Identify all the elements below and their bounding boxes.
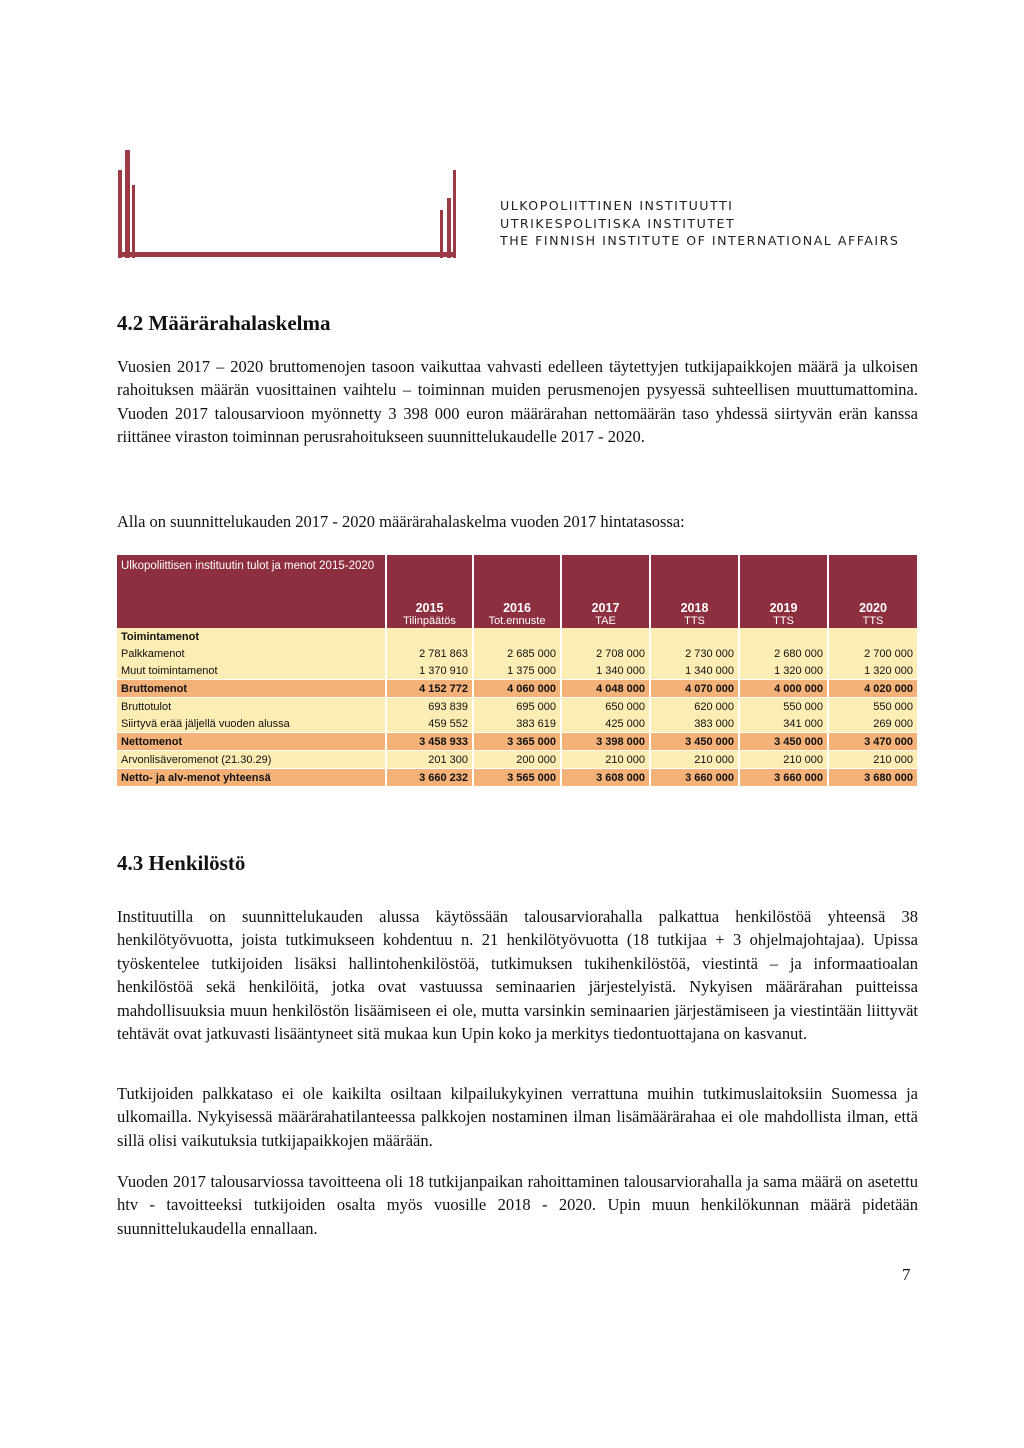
row-label: Nettomenot bbox=[117, 733, 386, 751]
table-row bbox=[117, 645, 917, 662]
table-cell: 1 375 000 bbox=[473, 662, 561, 680]
table-title: Ulkopoliittisen instituutin tulot ja menot 2015-2020 bbox=[117, 555, 386, 628]
table-cell: 3 660 232 bbox=[386, 769, 473, 787]
table-cell: 425 000 bbox=[561, 715, 650, 733]
table-cell: 210 000 bbox=[739, 751, 828, 769]
table-cell: 2 730 000 bbox=[650, 645, 739, 662]
table-cell: 3 608 000 bbox=[561, 769, 650, 787]
institute-name-en: THE FINNISH INSTITUTE OF INTERNATIONAL AFFAIRS bbox=[500, 233, 900, 248]
table-cell: 2 700 000 bbox=[828, 645, 917, 662]
table-cell bbox=[739, 628, 828, 645]
institute-name-fi: ULKOPOLIITTINEN INSTITUUTTI bbox=[500, 198, 734, 213]
column-header: 2018 TTS bbox=[650, 555, 739, 628]
section-heading-4-2: 4.2 Määrärahalaskelma bbox=[117, 311, 331, 335]
section-4-2-paragraph-1: Vuosien 2017 – 2020 bruttomenojen tasoon vaikuttaa vahvasti edelleen täytettyjen tutkijapaikkojen määrä ja ulkoisen rahoituksen määrän vuosittainen vaihtelu – toiminnan muiden perusmenojen pysyessä suhteellisen muuttumattomina. Vuoden 2017 talousarvioon myönnetty 3 398 000 euron määrärahan nettomäärän taso yhdessä siirtyvän erän kanssa riittänee viraston toiminnan perusrahoitukseen suunnittelukaudelle 2017 - 2020. bbox=[117, 357, 918, 447]
table-cell: 3 450 000 bbox=[650, 733, 739, 751]
table-cell: 269 000 bbox=[828, 715, 917, 733]
column-header: 2019 TTS bbox=[739, 555, 828, 628]
page-number: 7 bbox=[902, 1265, 911, 1284]
table-cell: 3 565 000 bbox=[473, 769, 561, 787]
section-4-3-paragraph-2: Tutkijoiden palkkataso ei ole kaikilta osiltaan kilpailukykyinen verrattuna muihin tutkimuslaitoksiin Suomessa ja ulkomailla. Nykyisessä määrärahatilanteessa palkkojen nostaminen ilman lisämäärärahaa ei ole mahdollista ilman, että sillä olisi vaikutuksia tutkijapaikkojen määrään. bbox=[117, 1084, 918, 1150]
row-label: Toimintamenot bbox=[117, 628, 386, 645]
table-cell: 201 300 bbox=[386, 751, 473, 769]
table-cell: 2 680 000 bbox=[739, 645, 828, 662]
institute-names bbox=[500, 197, 899, 250]
table-cell: 341 000 bbox=[739, 715, 828, 733]
table-cell bbox=[650, 628, 739, 645]
table-cell bbox=[473, 628, 561, 645]
table-cell bbox=[561, 628, 650, 645]
table-cell bbox=[828, 628, 917, 645]
table-cell: 1 370 910 bbox=[386, 662, 473, 680]
row-label: Bruttotulot bbox=[117, 698, 386, 716]
table-cell: 4 048 000 bbox=[561, 680, 650, 698]
row-label: Muut toimintamenot bbox=[117, 662, 386, 680]
table-cell: 383 000 bbox=[650, 715, 739, 733]
table-row bbox=[117, 662, 917, 680]
column-header: 2017 TAE bbox=[561, 555, 650, 628]
table-cell: 1 340 000 bbox=[650, 662, 739, 680]
section-4-2-paragraph-2: Alla on suunnittelukauden 2017 - 2020 määrärahalaskelma vuoden 2017 hintatasossa: bbox=[117, 512, 685, 531]
table-cell: 1 320 000 bbox=[739, 662, 828, 680]
table-cell: 210 000 bbox=[650, 751, 739, 769]
table-cell: 200 000 bbox=[473, 751, 561, 769]
row-label: Siirtyvä erää jäljellä vuoden alussa bbox=[117, 715, 386, 733]
table-cell: 693 839 bbox=[386, 698, 473, 716]
table-cell: 695 000 bbox=[473, 698, 561, 716]
table-row bbox=[117, 628, 917, 645]
table-cell: 4 060 000 bbox=[473, 680, 561, 698]
table-cell: 4 020 000 bbox=[828, 680, 917, 698]
table-cell: 3 470 000 bbox=[828, 733, 917, 751]
table-cell: 3 458 933 bbox=[386, 733, 473, 751]
table-row bbox=[117, 751, 917, 769]
table-header-row bbox=[117, 555, 917, 628]
table-row bbox=[117, 715, 917, 733]
table-cell: 2 685 000 bbox=[473, 645, 561, 662]
table-cell: 550 000 bbox=[828, 698, 917, 716]
table-cell: 2 781 863 bbox=[386, 645, 473, 662]
table-cell: 550 000 bbox=[739, 698, 828, 716]
table-row bbox=[117, 733, 917, 751]
table-cell: 2 708 000 bbox=[561, 645, 650, 662]
table-cell: 459 552 bbox=[386, 715, 473, 733]
institute-logo-icon bbox=[114, 140, 462, 262]
table-cell bbox=[386, 628, 473, 645]
section-heading-4-3: 4.3 Henkilöstö bbox=[117, 851, 246, 875]
table-cell: 650 000 bbox=[561, 698, 650, 716]
table-row bbox=[117, 698, 917, 716]
section-4-3-paragraph-1: Instituutilla on suunnittelukauden alussa käytössään talousarviorahalla palkattua henkilöstöä yhteensä 38 henkilötyövuotta, joista tutkimukseen kohdentuu n. 21 henkilötyövuotta (18 tutkijaa + 3 ohjelmajohtajaa). Upissa työskentelee tutkijoiden lisäksi hallintohenkilöstöä, tutkimuksen tukihenkilöstöä, viestintä – ja informaatioalan henkilöstöä sekä henkilöitä, jotka ovat vastuussa seminaarien järjestelyistä. Nykyisen määrärahan puitteissa mahdollisuuksia muun henkilöstön lisäämiseen ei ole, mutta varsinkin seminaarien järjestämiseen ja viestintään liittyvät tehtävät ovat jatkuvasti lisääntyneet sitä mukaa kun Upin koko ja merkitys tiedontuottajana on kasvanut. bbox=[117, 907, 918, 1044]
row-label: Palkkamenot bbox=[117, 645, 386, 662]
table-cell: 383 619 bbox=[473, 715, 561, 733]
table-cell: 3 365 000 bbox=[473, 733, 561, 751]
table-cell: 1 320 000 bbox=[828, 662, 917, 680]
institute-name-sv: UTRIKESPOLITISKA INSTITUTET bbox=[500, 215, 736, 231]
table-cell: 210 000 bbox=[561, 751, 650, 769]
row-label: Arvonlisäveromenot (21.30.29) bbox=[117, 751, 386, 769]
table-cell: 3 450 000 bbox=[739, 733, 828, 751]
table-cell: 1 340 000 bbox=[561, 662, 650, 680]
budget-table bbox=[117, 555, 917, 787]
table-cell: 4 000 000 bbox=[739, 680, 828, 698]
table-cell: 210 000 bbox=[828, 751, 917, 769]
budget-table-container bbox=[117, 555, 917, 787]
table-cell: 620 000 bbox=[650, 698, 739, 716]
table-row bbox=[117, 769, 917, 787]
row-label: Netto- ja alv-menot yhteensä bbox=[117, 769, 386, 787]
column-header: 2020 TTS bbox=[828, 555, 917, 628]
table-cell: 3 660 000 bbox=[650, 769, 739, 787]
table-cell: 4 152 772 bbox=[386, 680, 473, 698]
table-cell: 3 660 000 bbox=[739, 769, 828, 787]
table-row bbox=[117, 680, 917, 698]
table-cell: 3 680 000 bbox=[828, 769, 917, 787]
row-label: Bruttomenot bbox=[117, 680, 386, 698]
section-4-3-paragraph-3: Vuoden 2017 talousarviossa tavoitteena oli 18 tutkijanpaikan rahoittaminen talousarviorahalla ja sama määrä on asetettu htv - tavoitteeksi tutkijoiden osalta myös vuosille 2018 - 2020. Upin muun henkilökunnan määrä pidetään suunnittelukaudella ennallaan. bbox=[117, 1172, 918, 1238]
table-body bbox=[117, 628, 917, 787]
column-header: 2015 Tilinpäätös bbox=[386, 555, 473, 628]
table-cell: 4 070 000 bbox=[650, 680, 739, 698]
table-cell: 3 398 000 bbox=[561, 733, 650, 751]
column-header: 2016 Tot.ennuste bbox=[473, 555, 561, 628]
